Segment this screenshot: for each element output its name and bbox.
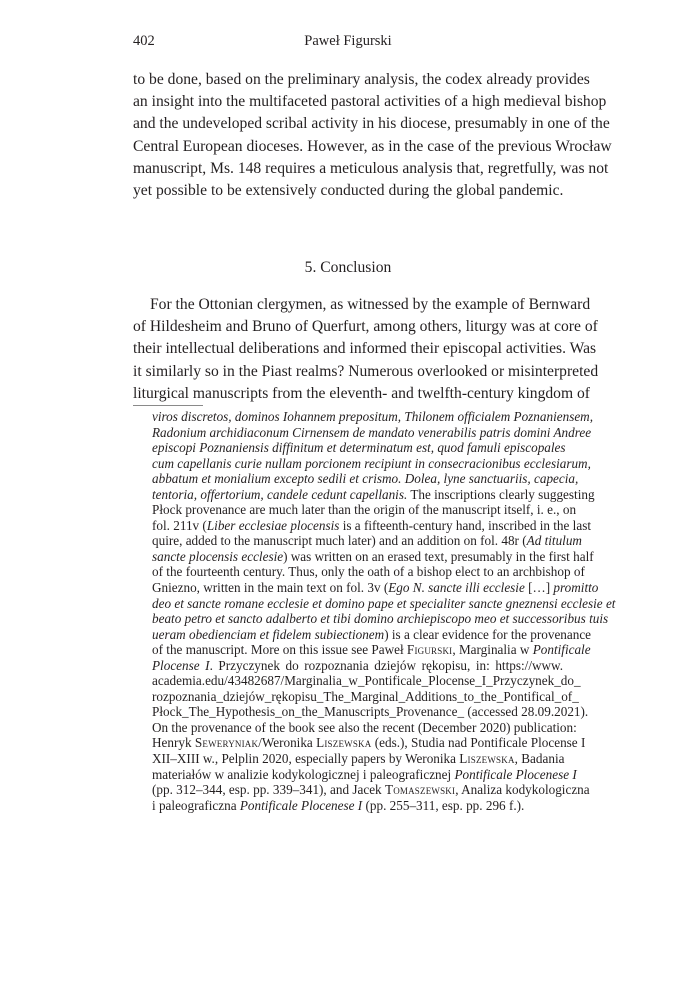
- footnote-line: [152, 440, 566, 456]
- text-run: , Analiza kodykologiczna: [455, 782, 590, 798]
- text-run: quire, added to the manuscript much later) and an addition on fol. 48r (: [152, 533, 527, 549]
- small-caps-name: Liszewska: [316, 735, 372, 751]
- italic-text: tentoria, offertorium, candele cedunt capellanis.: [152, 486, 408, 502]
- text-run: /Weronika: [258, 735, 317, 751]
- footnote-separator-rule: [133, 405, 203, 406]
- text-run: , Badania: [514, 751, 565, 767]
- italic-text: Pontificale Plocenese I: [239, 797, 363, 813]
- footnote-line: [152, 766, 577, 783]
- footnote-line: [152, 673, 581, 689]
- footnote-line: [152, 517, 591, 534]
- text-run: . Przyczynek do rozpoznania dziejów rękopisu, in: https://www.: [209, 657, 563, 673]
- body-paragraph-2: [133, 294, 599, 405]
- footnote-line: [152, 471, 579, 487]
- small-caps-name: Figurski: [406, 642, 453, 658]
- text-run: of the manuscript. More on this issue see Paweł: [152, 642, 407, 658]
- footnote-line: [152, 642, 591, 658]
- running-head-author: Paweł Figurski: [304, 33, 392, 49]
- page-number: 402: [133, 33, 155, 49]
- text-run: Henryk: [152, 735, 195, 751]
- footnote-line: [152, 735, 586, 751]
- italic-text: episcopi Poznaniensis diffinitum et determinatum est, quod famuli episcopales: [152, 440, 566, 456]
- text-line: of Hildesheim and Bruno of Querfurt, among others, liturgy was at core of: [133, 318, 598, 336]
- footnote-line: [152, 719, 577, 736]
- italic-text: Pontificale Plocenese I: [454, 766, 577, 782]
- footnote-line: [152, 658, 563, 674]
- text-run: The inscriptions clearly suggesting: [407, 486, 595, 502]
- text-run: i paleograficzna: [152, 797, 240, 813]
- text-run: Gniezno, written in the main text on fol. 3v (: [152, 580, 389, 596]
- footnote-line: [152, 424, 592, 441]
- running-head: [133, 33, 563, 51]
- footnote-line: [152, 688, 579, 705]
- small-caps-name: Tomaszewski: [384, 782, 456, 798]
- italic-text: viros discretos, dominos Iohannem prepositum, Thilonem officialem Poznaniensem,: [152, 409, 594, 424]
- footnote-line: [152, 486, 595, 503]
- section-heading: 5. Conclusion: [304, 259, 392, 276]
- text-run: of the fourteenth century. Thus, only the oath of a bishop elect to an archbishop of: [152, 564, 585, 580]
- text-run: rozpoznania_dziejów_rękopisu_The_Marginal_Additions_to_the_Pontifical_of_: [152, 688, 579, 704]
- text-line: it similarly so in the Piast realms? Numerous overlooked or misinterpreted: [133, 362, 599, 380]
- footnote-line: [152, 533, 582, 549]
- text-run: (pp. 255–311, esp. pp. 296 f.).: [362, 797, 525, 813]
- italic-text: promitto: [553, 580, 599, 596]
- text-run: fol. 211v (: [152, 517, 207, 533]
- italic-text: Liber ecclesiae plocensis: [206, 517, 340, 533]
- footnote-line: [152, 409, 594, 425]
- footnote-line: [152, 704, 589, 720]
- italic-text: Pontificale: [532, 642, 591, 658]
- text-line: For the Ottonian clergymen, as witnessed by the example of Bernward: [150, 296, 591, 313]
- italic-text: deo et sancte romane ecclesie et domino pape et specialiter sancte gneznensi ecclesie et: [152, 595, 616, 611]
- footnote-line: [152, 455, 591, 472]
- text-run: […]: [524, 580, 554, 596]
- footnote-line: [152, 548, 594, 565]
- text-run: materiałów w analizie kodykologicznej i paleograficznej: [152, 766, 455, 782]
- italic-text: Plocense I: [152, 657, 210, 673]
- text-run: (pp. 312–344, esp. pp. 339–341), and Jacek: [152, 782, 385, 798]
- text-run: is a fifteenth-century hand, inscribed in the last: [339, 517, 591, 533]
- text-line: to be done, based on the preliminary analysis, the codex already provides: [133, 71, 590, 88]
- footnote-line: [152, 798, 563, 814]
- footnote-line: [152, 611, 609, 627]
- footnote-line: [152, 782, 590, 798]
- text-run: ) is a clear evidence for the provenance: [384, 626, 592, 642]
- text-run: XII–XIII w., Pelplin 2020, especially papers by Weronika: [152, 751, 460, 767]
- text-run: , Marginalia w: [452, 642, 533, 658]
- text-line: manuscript, Ms. 148 requires a meticulous analysis that, regretfully, was not: [133, 159, 609, 177]
- italic-text: sancte plocensis ecclesie: [152, 548, 284, 564]
- italic-text: Ad titulum: [526, 533, 582, 549]
- italic-text: Ego N. sancte illi ecclesie: [388, 580, 525, 596]
- small-caps-name: Seweryniak: [194, 735, 259, 751]
- italic-text: Radonium archidiaconum Cirnensem de mandato venerabilis patris domini Andree: [152, 424, 592, 440]
- text-line: their intellectual deliberations and informed their episcopal activities. Was: [133, 340, 597, 358]
- text-run: On the provenance of the book see also the recent (December 2020) publication:: [152, 719, 577, 735]
- text-run: (eds.), Studia nad Pontificale Plocense I: [371, 735, 586, 751]
- footnote-line: [152, 595, 616, 612]
- text-line: an insight into the multifaceted pastoral activities of a high medieval bishop: [133, 93, 607, 111]
- text-run: ) was written on an erased text, presumably in the first half: [283, 548, 594, 564]
- text-line: yet possible to be extensively conducted during the global pandemic.: [133, 182, 564, 200]
- text-line: and the undeveloped scribal activity in his diocese, presumably in one of the: [133, 115, 610, 133]
- body-paragraph-1: [133, 69, 612, 202]
- italic-text: abbatum et monialium excepto sedili et crismo. Dolea, lyne sanctuariis, capecia,: [152, 471, 579, 487]
- text-line: Central European dioceses. However, as in the case of the previous Wrocław: [133, 137, 612, 155]
- text-line: liturgical manuscripts from the eleventh- and twelfth-century kingdom of: [133, 384, 591, 402]
- footnote-line: [152, 564, 585, 580]
- text-run: academia.edu/43482687/Marginalia_w_Pontificale_Plocense_I_Przyczynek_do_: [152, 673, 581, 689]
- italic-text: cum capellanis curie nullam porcionem recipiunt in consecracionibus ecclesiarum,: [152, 455, 591, 471]
- footnote: [152, 409, 616, 813]
- footnote-line: [152, 580, 599, 596]
- footnote-line: [152, 751, 563, 767]
- footnote-line: [152, 502, 577, 518]
- text-run: Płock provenance are much later than the origin of the manuscript itself, i. e., on: [152, 502, 577, 518]
- footnote-line: [152, 626, 592, 643]
- italic-text: beato petro et sancto adalberto et tibi domino archiepiscopo meo et successoribus tuis: [152, 611, 609, 627]
- text-run: Płock_The_Hypothesis_on_the_Manuscripts_Provenance_ (accessed 28.09.2021).: [152, 704, 589, 720]
- small-caps-name: Liszewska: [459, 751, 515, 767]
- italic-text: ueram obedienciam et fidelem subiectionem: [152, 626, 385, 642]
